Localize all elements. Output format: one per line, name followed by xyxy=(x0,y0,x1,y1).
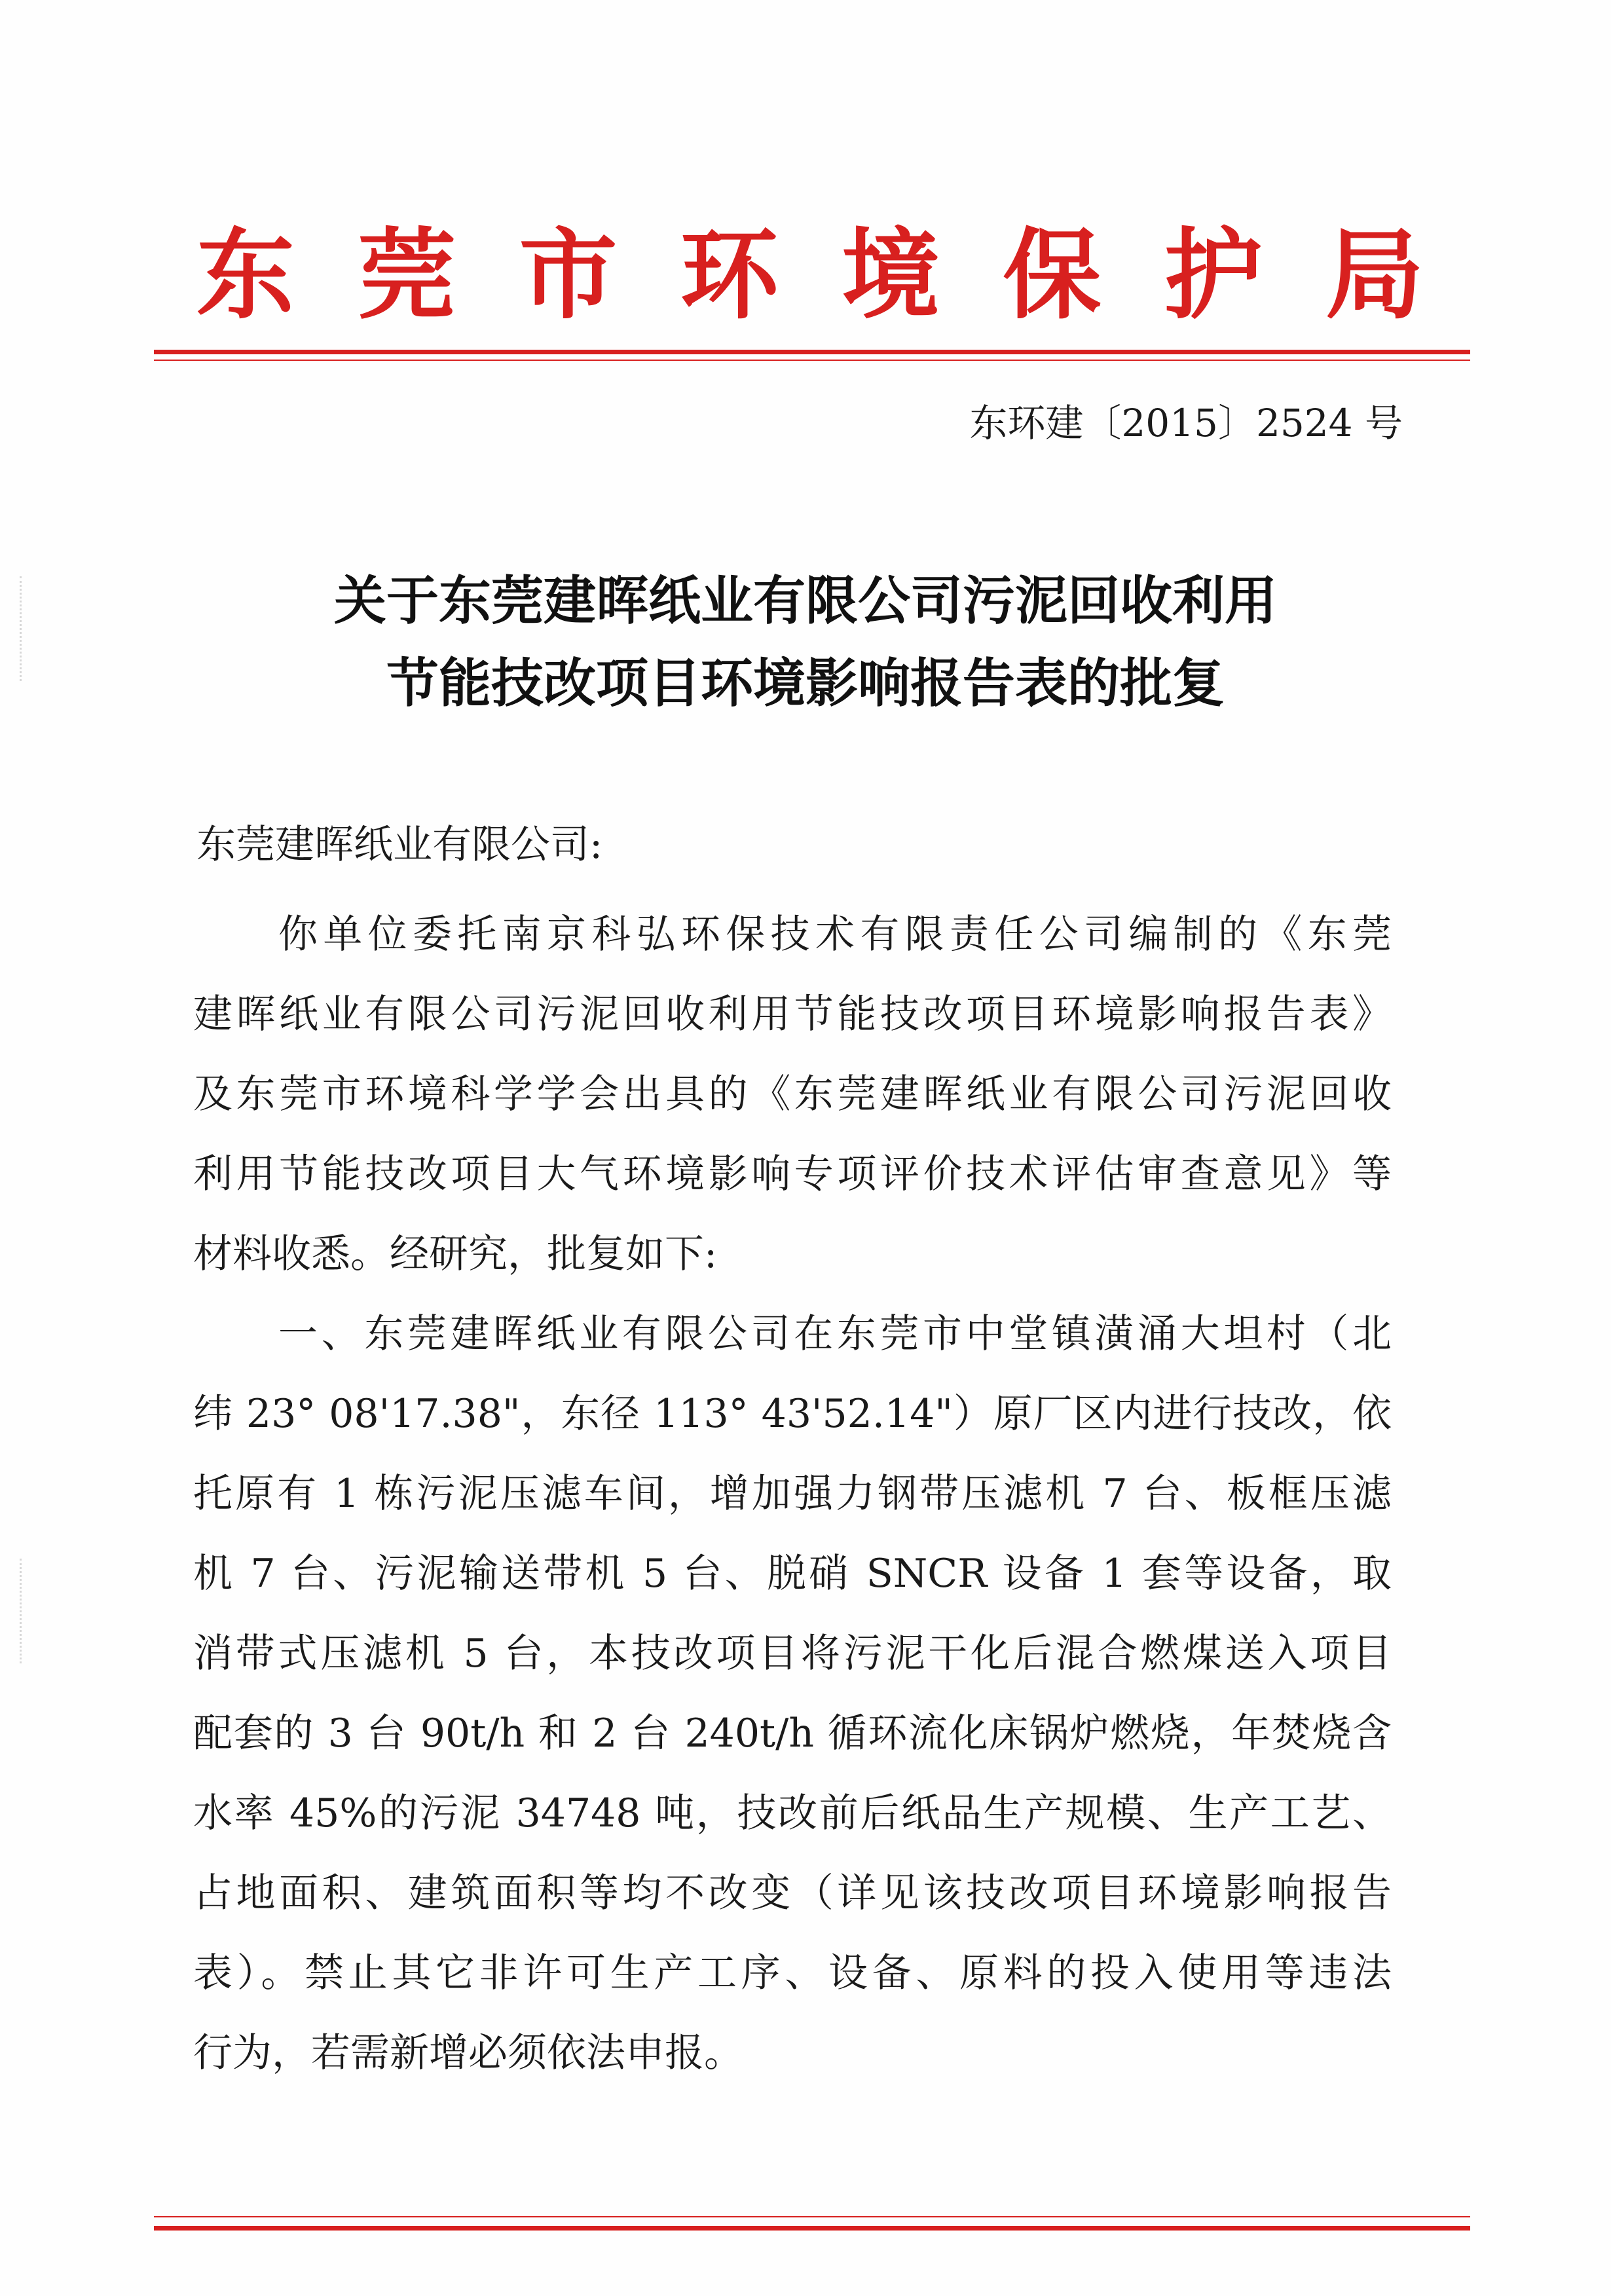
body-line: 行为，若需新增必须依法申报。 xyxy=(193,2030,743,2076)
addressee: 东莞建晖纸业有限公司: xyxy=(196,822,603,868)
footer-red-rule-thin xyxy=(154,2216,1470,2217)
header-red-rule-thin xyxy=(154,360,1470,361)
scan-artifact xyxy=(20,1559,48,1663)
body-line: 一、东莞建晖纸业有限公司在东莞市中堂镇潢涌大坦村（北 xyxy=(278,1311,1392,1357)
body-line: 建晖纸业有限公司污泥回收利用节能技改项目环境影响报告表》 xyxy=(193,991,1392,1037)
body-line: 托原有 1 栋污泥压滤车间，增加强力钢带压滤机 7 台、板框压滤 xyxy=(193,1471,1392,1517)
body-line: 配套的 3 台 90t/h 和 2 台 240t/h 循环流化床锅炉燃烧，年焚烧含 xyxy=(193,1711,1392,1756)
header-red-rule xyxy=(154,350,1470,354)
body-line: 表）。禁止其它非许可生产工序、设备、原料的投入使用等违法 xyxy=(193,1950,1392,1996)
footer-red-rule xyxy=(154,2226,1470,2231)
body-line: 你单位委托南京科弘环保技术有限责任公司编制的《东莞 xyxy=(278,912,1392,957)
body-line: 纬 23° 08'17.38"，东径 113° 43'52.14"）原厂区内进行技改，依 xyxy=(193,1391,1392,1437)
scan-artifact xyxy=(20,576,48,681)
body-line: 占地面积、建筑面积等均不改变（详见该技改项目环境影响报告 xyxy=(193,1870,1392,1916)
document-number: 东环建〔2015〕2524 号 xyxy=(969,401,1403,445)
issuing-organization: 东 莞 市 环 境 保 护 局 xyxy=(196,217,1428,333)
title-line-2: 节能技改项目环境影响报告表的批复 xyxy=(386,653,1225,714)
body-line: 材料收悉。经研究，批复如下: xyxy=(193,1231,718,1277)
body-line: 水率 45%的污泥 34748 吨，技改前后纸品生产规模、生产工艺、 xyxy=(193,1790,1392,1836)
body-line: 利用节能技改项目大气环境影响专项评价技术评估审查意见》等 xyxy=(193,1151,1392,1197)
body-line: 机 7 台、污泥输送带机 5 台、脱硝 SNCR 设备 1 套等设备，取 xyxy=(193,1551,1392,1597)
body-line: 消带式压滤机 5 台，本技改项目将污泥干化后混合燃煤送入项目 xyxy=(193,1631,1392,1676)
title-line-1: 关于东莞建晖纸业有限公司污泥回收利用 xyxy=(334,570,1277,631)
body-line: 及东莞市环境科学学会出具的《东莞建晖纸业有限公司污泥回收 xyxy=(193,1071,1392,1117)
document-title xyxy=(144,560,1467,725)
